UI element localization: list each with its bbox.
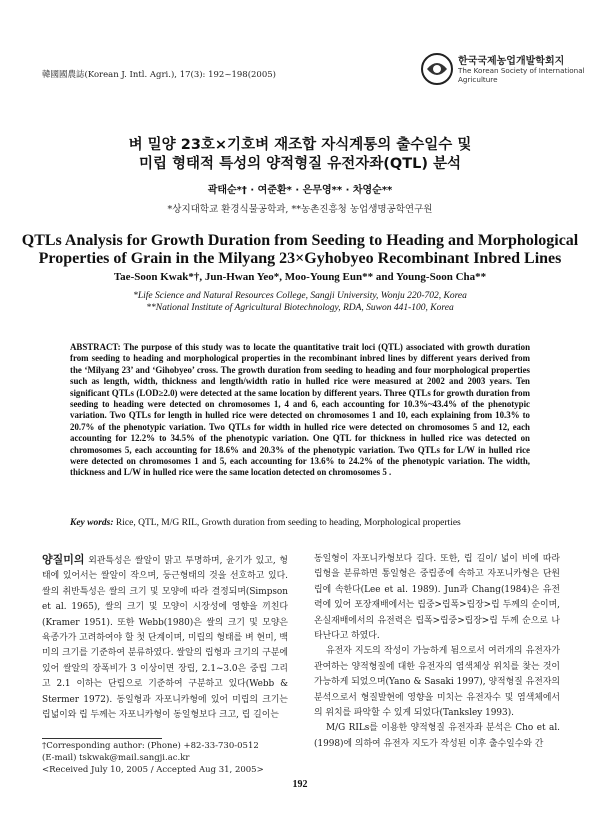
society-logo	[420, 50, 590, 92]
footnote-received: <Received July 10, 2005 / Accepted Aug 31, 2005>	[42, 765, 264, 775]
abstract: ABSTRACT: The purpose of this study was to locate the quantitative trait loci (QTL) associated with growth duration from seeding to heading and morphological properties in the recombinant inbred lines by different years derived from the ‘Milyang 23’ and ‘Gihobyeo’ cross. The growth duration from seeding to heading and four morphological properties such as length, width, thickness and length/width ratio in hulled rice were measured at 2002 and 2003 years. Ten significant QTLs (LOD≥2.0) were detected at the same location by different years. Three QTLs for growth duration from seeding to heading were detected on chromosomes 1, 4 and 6, each accounting for 10.3%~43.4% of the phenotypic variation. Two QTLs for length in hulled rice were detected on chromosomes 1 and 10, each explaining from 10.3% to 20.7% of the phenotypic variation. Two QTLs for width in hulled rice were detected on chromosomes 5 and 12, each accounting for 12.2% to 34.5% of the phenotypic variation. One QTL for thickness in hulled rice was detected on chromosomes 5, each accounting for 18.6% and 20.3% of the phenotypic variation. Two QTLs for L/W in hulled rice were detected on chromosomes 1 and 5, each accounting for 13.6% to 24.2% of the phenotypic variation. The width, thickness and L/W in hulled rice were the same location detected on chromosomes 5 .	[70, 342, 530, 478]
footnote-corresponding: †Corresponding author: (Phone) +82-33-730-0512	[42, 741, 259, 751]
society-name-english-line1: The Korean Society of International	[458, 66, 585, 75]
korean-title-line2: 미립 형태적 특성의 양적형질 유전자좌(QTL) 분석	[138, 156, 462, 172]
keywords-text: Rice, QTL, M/G RIL, Growth duration from seeding to heading, Morphological properties	[113, 518, 461, 528]
society-name-english-line2: Agriculture	[458, 75, 498, 84]
body-column-left	[42, 552, 288, 723]
body-right-paragraph-2: 유전자 지도의 작성이 가능하게 됨으로서 여러개의 유전자가 관여하는 양적형질에 대한 유전자의 염색체상 위치를 찾는 것이 가능하게 되었으며(Yano & Sasaki 1997), 양적형질 유전자의 분석으로서 형질발현에 영향을 미치는 유전자수 및 염색체에서의 위치를 파악할 수 있게 되었다(Tanksley 1993).	[314, 646, 560, 719]
journal-citation: 韓國國農誌(Korean J. Intl. Agri.), 17(3): 192~198(2005)	[42, 70, 276, 80]
body-column-right	[314, 552, 560, 752]
keywords	[70, 518, 530, 528]
english-title-line1: QTLs Analysis for Growth Duration from Seeding to Heading and Morphological	[21, 232, 579, 249]
body-left-paragraph: 외관특성은 쌀알이 맑고 투명하며, 윤기가 있고, 형태에 있어서는 쌀알이 작으며, 둥근형태의 것을 선호하고 있다. 쌀의 취반특성은 쌀의 크기 및 모양에 따라 결정되며(Simpson et al. 1965), 쌀의 크기 및 모양이 시장성에 영향을 끼친다(Kramer 1951). 또한 Webb(1980)은 쌀의 크기 및 모양은 육종가가 고려하여야 할 첫 단계이며, 미립의 형태를 벼 현미, 백미의 크기를 기준하여 분류하였다. 쌀알의 립형과 크기의 구분에 있어 쌀알의 장폭비가 3 이상이면 장립, 2.1~3.0은 중립 그리고 2.1 이하는 단립으로 기준하여 구분하고 있다(Webb & Stermer 1972). 동일형과 자포니카형에 있어 미립의 크기는 립넓이와 립 두께는 자포니카형이 동일형보다 크고, 립 길이는	[42, 556, 288, 721]
english-affiliation-line2: **National Institute of Agricultural Biotechnology, RDA, Suwon 441-100, Korea	[146, 303, 454, 313]
society-name-english	[458, 66, 588, 84]
english-title-line2: Properties of Grain in the Milyang 23×Gyhobyeo Recombinant Inbred Lines	[38, 250, 562, 267]
footnote-divider	[42, 738, 162, 739]
english-affiliation-line1: *Life Science and Natural Resources College, Sangji University, Wonju 220-702, Korea	[133, 291, 467, 301]
korean-title-line1: 벼 밀양 23호×기호벼 재조합 자식계통의 출수일수 및	[128, 137, 472, 153]
korean-affiliation: *상지대학교 환경식물공학과, **농촌진흥청 농업생명공학연구원	[167, 204, 433, 215]
society-name-korean: 한국국제농업개발학회지	[458, 56, 565, 67]
page-number: 192	[292, 779, 308, 790]
keywords-label: Key words:	[70, 518, 114, 528]
footnote-email: (E-mail) tskwak@mail.sangji.ac.kr	[42, 753, 190, 763]
english-authors: Tae-Soon Kwak*†, Jun-Hwan Yeo*, Moo-Young Eun** and Young-Soon Cha**	[113, 271, 487, 283]
body-right-paragraph-3: M/G RILs를 이용한 양적형질 유전자좌 분석은 Cho et al.(1998)에 의하여 유전자 지도가 작성된 이후 출수일수와 간	[314, 723, 560, 749]
society-emblem-icon	[420, 52, 454, 86]
body-lead-word: 양질미의	[42, 553, 85, 566]
korean-authors: 곽태순*† · 여준환* · 은무영** · 차영순**	[207, 185, 393, 196]
body-right-paragraph-1: 동일형이 자포니카형보다 길다. 또한, 립 길이/ 넓이 비에 따라 립형을 분류하면 통일형은 중립종에 속하고 자포니카형은 단원립에 속한다(Lee et al. 1989). Jun과 Chang(1984)은 유전력에 있어 포장재배에서는 립중>립폭>립장>립 두께의 순이며, 온실재배에서의 유전력은 립폭>립중>립장>립 두께 순으로 나타난다고 하였다.	[314, 554, 560, 642]
